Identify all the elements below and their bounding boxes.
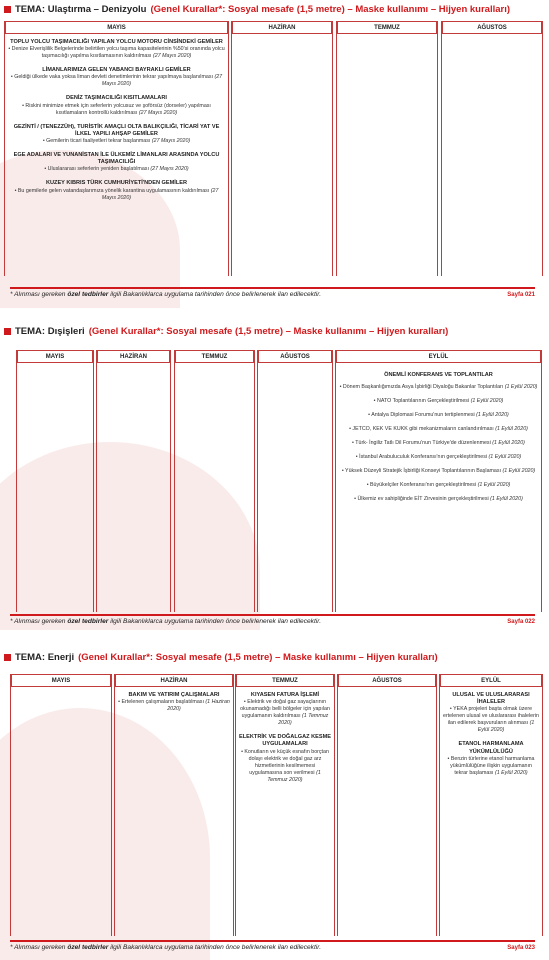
column-header: HAZİRAN [115,674,233,687]
eylul-list [339,384,538,503]
list-item [8,180,225,201]
item-body [339,482,538,489]
column-header: EYLÜL [440,674,542,687]
item-body [339,496,538,503]
item-body [339,384,538,391]
list-item [239,734,331,783]
title-rules: (Genel Kurallar*: Sosyal mesafe (1,5 metre) – Maske kullanımı – Hijyen kuralları) [78,651,438,663]
item-text: • İstanbul Arabuluculuk Konferansı'nın gerçekleştirilmesi [355,454,488,461]
column-haziran [114,674,234,936]
page-number: Sayfa 021 [507,292,535,298]
column-haziran [231,21,333,276]
item-text: • Dönem Başkanlığımızda Asya İşbirliği Diyaloğu Bakanlar Toplantıları [339,384,504,391]
item-heading: ETANOL HARMANLAMA YÜKÜMLÜLÜĞÜ [458,741,524,755]
item-text: • Konutların ve küçük esnafın borçtan dolayı elektrik ve doğal gaz arz hizmetlerinin kesilmemesi uygulamasına son verilmesi [241,748,329,776]
item-date: (1 Eylül 2020) [477,720,535,734]
item-date: (27 Mayıs 2020) [101,187,219,201]
item-body [339,426,538,433]
item-text: • Ülkemiz ev sahipliğinde EİT Zirvesinin gerçekleştirilmesi [354,496,489,503]
item-date: (1 Eylül 2020) [470,398,504,405]
slide-disisleri [0,322,549,630]
item-text: • Benzin türlerine etanol harmanlama yükümlülüğüne ilişkin uygulamanın tekrar başlaması [447,755,535,776]
item-date: (27 Mayıs 2020) [151,138,191,145]
item-date: (1 Eylül 2020) [495,426,528,433]
slide-denizyolu [0,0,549,308]
item-date: (27 Mayıs 2020) [138,109,178,116]
slide-enerji [0,648,549,960]
column-header: TEMMUZ [175,350,254,363]
title-topic: TEMA: Ulaştırma – Denizyolu [15,3,147,15]
item-body [339,454,538,461]
item-text: • Uluslararası seferlerin yeniden başlatılması [44,166,149,173]
item-date: (1 Eylül 2020) [488,454,522,461]
item-body [339,468,538,475]
footer-emphasis: özel tedbirler [67,618,109,625]
footer-note: * Alınması gereken özel tedbirler ilgili Bakanlıklarca uygulama tarihinden önce belirlenerek ilan edilecektir. Sayfa 021 [10,287,535,301]
item-text: • Büyükelçiler Konferansı'nın gerçekleştirilmesi [366,482,477,489]
slide-title [4,324,448,338]
column-body [5,37,228,276]
column-body [115,690,233,936]
column-eylul [335,350,542,612]
list-item [8,39,225,60]
column-header: MAYIS [11,674,111,687]
list-item [339,412,538,419]
item-date: (1 Eylül 2020) [477,482,511,489]
list-item [339,440,538,447]
item-text: • Antalya Diplomasi Forumu'nun tertiplenmesi [368,412,475,419]
title-marker-icon [4,6,11,13]
list-item [443,692,539,734]
item-date: (1 Temmuz 2020) [278,713,329,727]
list-item [8,95,225,116]
column-mayis [4,21,229,276]
item-body [339,440,538,447]
item-body [8,46,225,60]
footer-text-end: ilgili Bakanlıklarca uygulama tarihinden önce belirlenerek ilan edilecektir. [108,618,322,625]
item-body [118,699,230,713]
item-text: • JETCO, KEK VE KUKK gibi mekanizmaların canlandırılması [349,426,494,433]
column-body [236,690,334,936]
footer-emphasis: özel tedbirler [67,291,109,298]
item-text: • Gemilerin ticari faaliyetleri tekrar başlanması [42,138,151,145]
item-heading: BAKIM VE YATIRIM ÇALIŞMALARI [128,692,220,698]
eylul-heading [339,372,538,379]
item-body [339,412,538,419]
item-date: (1 Eylül 2020) [494,769,528,776]
list-item [339,398,538,405]
column-body [440,690,542,936]
list-item [339,496,538,503]
column-agustos [337,674,437,936]
item-heading: ELEKTRİK VE DOĞALGAZ KESME UYGULAMALARI [239,734,331,748]
item-text: • Ertelenen çalışmaların başlatılması [118,699,204,706]
item-date: (27 Mayıs 2020) [101,74,223,88]
footer-note: * Alınması gereken özel tedbirler ilgili Bakanlıklarca uygulama tarihinden önce belirlenerek ilan edilecektir. Sayfa 023 [10,940,535,954]
item-body [443,706,539,734]
item-date: (27 Mayıs 2020) [153,53,192,60]
item-heading: DENİZ TAŞIMACILIĞI KISITLAMALARI [66,95,167,102]
item-body [8,166,225,173]
item-date: (1 Temmuz 2020) [267,769,321,783]
item-body [8,188,225,202]
page-number: Sayfa 022 [507,619,535,625]
list-item [339,426,538,433]
column-mayis [10,674,112,936]
column-header: AĞUSTOS [442,21,542,34]
item-text: • Yüksek Düzeyli Stratejik İşbirliği Konseyi Toplantılarının Başlaması [341,468,501,475]
item-text: • Denize Elverişlilik Belgelerinde belirtilen yolcu taşıma kapasitelerinin %50'si oranında yolcu taşımacılığı yapılma kısıtlamasının kaldırılması [8,46,225,60]
column-header: HAZİRAN [232,21,332,34]
section-heading: ÖNEMLİ KONFERANS VE TOPLANTILAR [384,372,493,378]
item-body [443,756,539,777]
column-eylul [439,674,543,936]
item-body [8,138,225,145]
list-item [8,124,225,145]
item-text: • Bu gemilerle gelen vatandaşlarımıza yönelik karantina uygulamasının kaldırılması [14,187,210,194]
slide-title [4,650,438,664]
item-heading: ULUSAL VE ULUSLARARASI İHALELER [452,692,530,706]
item-date: (1 Eylül 2020) [504,384,538,391]
item-heading: KIYASEN FATURA İŞLEMİ [250,692,320,698]
footer-text: Alınması gereken [14,944,68,951]
list-item [339,482,538,489]
column-temmuz [336,21,438,276]
item-heading: GEZİNTİ / (TENEZZÜH), TURİSTİK AMAÇLI OLTA BALIKÇILIĞI, TİCARİ YAT VE İLKEL YAPILI AHŞAP GEMİLER [13,123,220,137]
item-heading: TOPLU YOLCU TAŞIMACILIĞI YAPILAN YOLCU MOTORU CİNSİNDEKİ GEMİLER [10,39,223,45]
item-heading: EGE ADALARI VE YUNANİSTAN İLE ÜLKEMİZ LİMANLARI ARASINDA YOLCU TAŞIMACILIĞI [13,152,220,166]
footer-text-end: ilgili Bakanlıklarca uygulama tarihinden önce belirlenerek ilan edilecektir. [108,944,322,951]
title-rules: (Genel Kurallar*: Sosyal mesafe (1,5 metre) – Maske kullanımı – Hijyen kuralları) [88,325,449,337]
list-item [8,67,225,88]
column-haziran [96,350,171,612]
title-marker-icon [4,654,11,661]
title-topic: TEMA: Dışişleri [15,325,85,337]
footer-emphasis: özel tedbirler [67,944,109,951]
item-text: • NATO Toplantılarının Gerçekleştirilmesi [373,398,470,405]
title-topic: TEMA: Enerji [15,651,75,663]
item-date: (1 Eylül 2020) [490,496,523,503]
column-header: AĞUSTOS [338,674,436,687]
column-mayis [16,350,94,612]
footer-text-end: ilgili Bakanlıklarca uygulama tarihinden önce belirlenerek ilan edilecektir. [108,291,322,298]
item-heading: KUZEY KIBRIS TÜRK CUMHURİYETİ'NDEN GEMİLER [45,180,188,187]
item-date: (1 Eylül 2020) [476,412,509,419]
item-date: (1 Eylül 2020) [502,468,536,475]
list-item [443,741,539,776]
column-temmuz [174,350,255,612]
item-body [239,749,331,784]
footer-text: Alınması gereken [14,291,68,298]
item-date: (27 Mayıs 2020) [150,166,189,173]
column-header: HAZİRAN [97,350,170,363]
list-item [339,384,538,391]
column-header: EYLÜL [336,350,541,363]
item-date: (1 Eylül 2020) [492,440,525,447]
column-header: MAYIS [5,21,228,34]
column-agustos [257,350,333,612]
item-text: • YEKA projeleri başta olmak üzere ertelenen ulusal ve uluslararası ihalelerin ilan edilerek başvuruların alınması [443,706,539,727]
column-header: MAYIS [17,350,93,363]
item-text: • Riskini minimize etmek için seferlerin yolcusuz ve şoförsüz (dorseler) yapılması kısıtlamaların kontrollü kaldırılması [22,102,211,116]
footer-note: * Alınması gereken özel tedbirler ilgili Bakanlıklarca uygulama tarihinden önce belirlenerek ilan edilecektir. Sayfa 022 [10,614,535,628]
list-item [339,468,538,475]
title-rules: (Genel Kurallar*: Sosyal mesafe (1,5 metre) – Maske kullanımı – Hijyen kuralları) [150,3,511,15]
list-item [118,692,230,713]
item-body [8,74,225,88]
footer-text: Alınması gereken [14,618,68,625]
item-heading: LİMANLARIMIZA GELEN YABANCI BAYRAKLI GEMİLER [42,67,191,74]
item-date: (1 Haziran 2020) [167,699,230,713]
item-body [8,103,225,117]
item-text: • Geldiği ülkede vaka yoksa liman devleti denetimlerinin tekrar yapılmaya başlanılması [10,74,213,81]
column-header: TEMMUZ [337,21,437,34]
list-item [8,152,225,173]
column-header: AĞUSTOS [258,350,332,363]
slide-title [4,2,510,16]
item-body [339,398,538,405]
item-body [239,699,331,727]
page-number: Sayfa 023 [507,945,535,951]
column-temmuz [235,674,335,936]
title-marker-icon [4,328,11,335]
column-body [336,370,541,612]
column-header: TEMMUZ [236,674,334,687]
item-text: • Elektrik ve doğal gaz sayaçlarının okunamadığı belli bölgeler için yapılan uygulamanın kaldırılması [240,699,330,720]
item-text: • Türk- İngiliz Tatlı Dil Forumu'nun Türkiye'de düzenlenmesi [352,440,491,447]
column-agustos [441,21,543,276]
list-item [339,454,538,461]
list-item [239,692,331,727]
